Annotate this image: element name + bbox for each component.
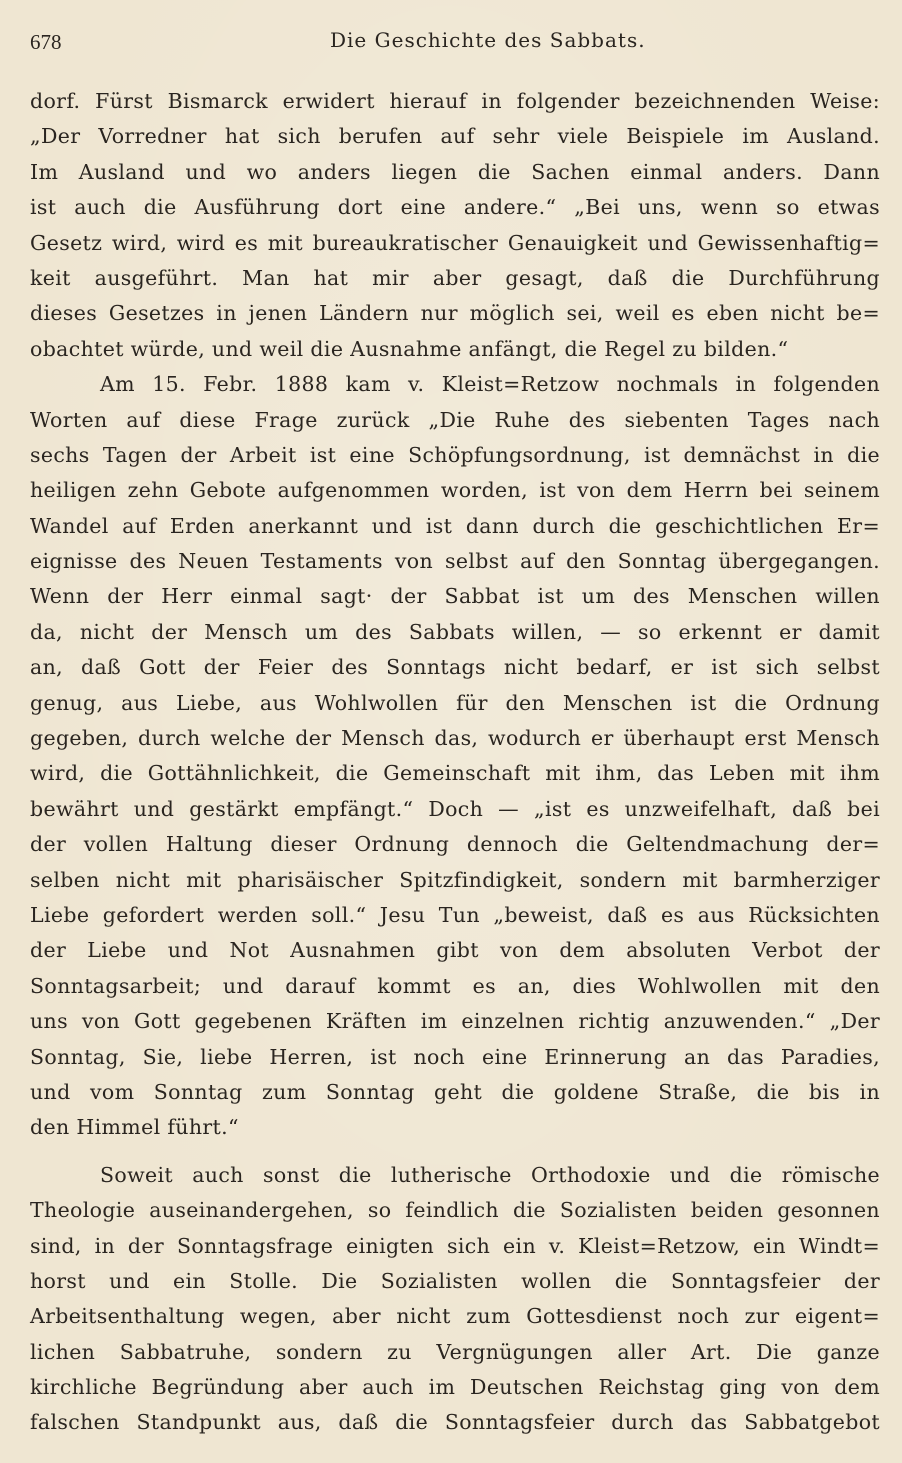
text-line: an, daß Gott der Feier des Sonntags nicht bedarf, er ist sich selbst [30,655,880,680]
text-line: uns von Gott gegebenen Kräften im einzelnen richtig anzuwenden.“ „Der [30,1009,880,1034]
text-line: der vollen Haltung dieser Ordnung dennoch die Geltendmachung der= [30,832,880,857]
text-line: der Liebe und Not Ausnahmen gibt von dem absoluten Verbot der [30,938,880,963]
text-line: ist auch die Ausführung dort eine andere.“ „Bei uns, wenn so etwas [30,195,880,220]
text-line: den Himmel führt.“ [30,1115,239,1140]
running-head: Die Geschichte des Sabbats. [330,28,646,52]
text-line: sechs Tagen der Arbeit ist eine Schöpfungsordnung, ist demnächst in die [30,442,880,467]
text-line: Gesetz wird, wird es mit bureaukratischer Genauigkeit und Gewissenhaftig= [30,230,880,255]
text-line: selben nicht mit pharisäischer Spitzfindigkeit, sondern mit barmherziger [30,867,880,892]
text-line: gegeben, durch welche der Mensch das, wodurch er überhaupt erst Mensch [30,726,880,751]
text-line: keit ausgeführt. Man hat mir aber gesagt, daß die Durchführung [30,265,880,290]
text-line: sind, in der Sonntagsfrage einigten sich ein v. Kleist=Retzow, ein Windt= [30,1233,880,1258]
body-text [30,84,880,1441]
text-line: eignisse des Neuen Testaments von selbst auf den Sonntag übergegangen. [30,549,880,574]
text-line: obachtet würde, und weil die Ausnahme anfängt, die Regel zu bilden.“ [30,336,789,361]
text-line: genug, aus Liebe, aus Wohlwollen für den Menschen ist die Ordnung [30,690,880,715]
text-line: lichen Sabbatruhe, sondern zu Vergnügungen aller Art. Die ganze [30,1339,880,1364]
text-line: Worten auf diese Frage zurück „Die Ruhe des siebenten Tages nach [30,407,880,432]
text-line: Am 15. Febr. 1888 kam v. Kleist=Retzow nochmals in folgenden [100,372,880,397]
text-line: falschen Standpunkt aus, daß die Sonntagsfeier durch das Sabbatgebot [30,1410,880,1435]
text-line: Liebe gefordert werden soll.“ Jesu Tun „beweist, daß es aus Rücksichten [30,902,880,927]
text-line: Wenn der Herr einmal sagt· der Sabbat ist um des Menschen willen [30,584,880,609]
text-line: Arbeitsenthaltung wegen, aber nicht zum Gottesdienst noch zur eigent= [30,1304,880,1329]
text-line: Im Ausland und wo anders liegen die Sachen einmal anders. Dann [30,159,880,184]
text-line: Theologie auseinandergehen, so feindlich die Sozialisten beiden gesonnen [30,1198,880,1223]
text-line: dorf. Fürst Bismarck erwidert hierauf in folgender bezeichnenden Weise: [30,89,880,113]
text-line: „Der Vorredner hat sich berufen auf sehr viele Beispiele im Ausland. [30,124,880,149]
text-line: Sonntagsarbeit; und darauf kommt es an, dies Wohlwollen mit den [30,973,880,998]
text-line: wird, die Gottähnlichkeit, die Gemeinschaft mit ihm, das Leben mit ihm [30,761,880,786]
text-line: dieses Gesetzes in jenen Ländern nur möglich sei, weil es eben nicht be= [30,301,880,326]
text-line: Soweit auch sonst die lutherische Orthodoxie und die römische [100,1162,880,1187]
text-line: heiligen zehn Gebote aufgenommen worden, ist von dem Herrn bei seinem [30,478,880,503]
text-line: kirchliche Begründung aber auch im Deutschen Reichstag ging von dem [30,1375,880,1400]
text-line: Wandel auf Erden anerkannt und ist dann durch die geschichtlichen Er= [30,513,880,538]
page-header [30,26,872,60]
text-line: Sonntag, Sie, liebe Herren, ist noch eine Erinnerung an das Paradies, [30,1044,880,1069]
page-number: 678 [30,30,62,54]
text-line: und vom Sonntag zum Sonntag geht die goldene Straße, die bis in [30,1079,880,1104]
text-line: horst und ein Stolle. Die Sozialisten wollen die Sonntagsfeier der [30,1268,880,1293]
text-line: bewährt und gestärkt empfängt.“ Doch — „ist es unzweifelhaft, daß bei [30,796,880,821]
text-line: da, nicht der Mensch um des Sabbats willen, — so erkennt er damit [30,619,880,644]
